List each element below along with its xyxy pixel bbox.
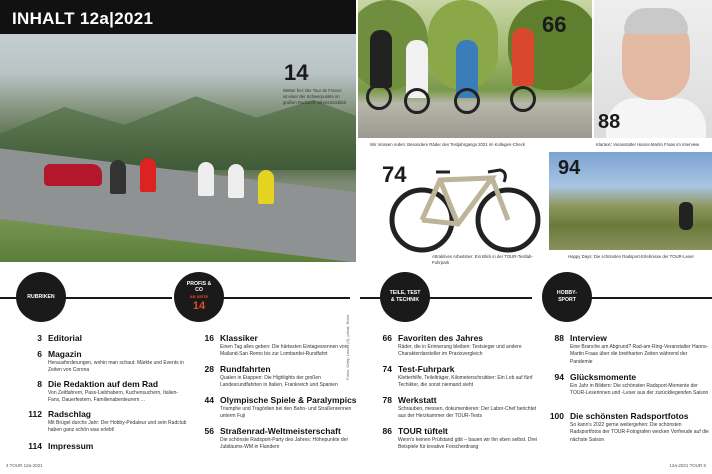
caption-main: Wetter frei: Die Tour de France ist einer der Schwerpunkte im großen Radsport-Jahresrückblick: [283, 88, 347, 105]
section-badge-hobbysport: [542, 272, 592, 322]
section-label: HOBBY-: [556, 290, 578, 297]
page-number-66: 66: [542, 12, 567, 37]
section-badge-rubriken: [16, 272, 66, 322]
toc-page-number: 112: [28, 409, 42, 419]
section-badge-technik: [380, 272, 430, 322]
page-number-94: 94: [558, 157, 581, 179]
toc-description: Schrauben, messen, dokumentieren: Der Labor-Chef berichtet aus der Herzkammer der TOUR-Tests: [398, 406, 537, 420]
section-badge-profis: [174, 272, 224, 322]
toc-description: Wenn's keinen Prüfstand gibt – bauen wir ihn eben selbst. Drei Beispiele für kreative Forscherdrang: [398, 437, 537, 451]
page-number-74: 74: [382, 162, 407, 187]
section-sub: AB SEITE: [189, 294, 209, 299]
section-label: SPORT: [558, 297, 576, 303]
caption-portrait: Klartext: Veranstalter Hanns-Martin Fraas im Interview: [596, 142, 700, 147]
caption-mountain: Happy Days: Die schönsten Radsport-Erlebnisse der TOUR-Leser: [568, 254, 694, 259]
toc-page-number: 88: [554, 333, 564, 343]
page-number-88: 88: [598, 111, 621, 133]
toc-description: Räder, die in Erinnerung bleiben: Testsieger und andere Charakterdarsteller im Praxisvergleich: [398, 344, 522, 358]
toc-title: Glücksmomente: [570, 372, 637, 382]
toc-title: Magazin: [48, 349, 82, 359]
toc-page-number: 44: [204, 395, 214, 405]
toc-page-number: 86: [382, 426, 392, 436]
toc-description: Die schönste Radsport-Party des Jahres: Höhepunkte der Jubiläums-WM in Flandern: [220, 437, 349, 451]
toc-title: Editorial: [48, 333, 83, 343]
toc-description: Eine Branche am Abgrund? Rad-am-Ring-Veranstalter Hanns-Martin Fraas über die breitharten Zeiten während der Pandemie: [570, 344, 709, 365]
toc-page-number: 6: [37, 349, 42, 359]
toc-page-number: 16: [204, 333, 214, 343]
toc-page-number: 66: [382, 333, 392, 343]
toc-description: Qualen in Etappen: Die Highlights der großen Landesrundfahrten in Italien, Frankreich und Spanien: [220, 375, 338, 389]
caption-riders: Wir müssen reden: Besondere Räder des Testjahrgangs 2021 im Kollegen-Check: [370, 142, 525, 147]
footer-right: 12a-2021 TOUR 5: [669, 463, 706, 468]
toc-title: Test-Fuhrpark: [398, 364, 455, 374]
toc-page-number: 3: [37, 333, 42, 343]
toc-description: Einen Tag alles geben: Die härtesten Eintagesrennen von Mailand-San Remo bis zur Lombardei-Rundfahrt: [220, 344, 348, 358]
toc-page-number: 78: [382, 395, 392, 405]
toc-description: Kletterhilfe, Teilelträger, Kilometerschrubber: Ein Lob auf fünf Techikter, die sonst niemand sieht: [398, 375, 533, 389]
toc-title: TOUR tüftelt: [398, 426, 448, 436]
team-car: [44, 164, 102, 186]
section-label: CO: [195, 287, 203, 294]
toc-title: Die Redaktion auf dem Rad: [48, 379, 159, 389]
page-title: INHALT 12a|2021: [12, 9, 154, 28]
section-label: & TECHNIK: [390, 297, 420, 303]
section-page: 14: [192, 300, 206, 313]
toc-title: Die schönsten Radsportfotos: [570, 411, 689, 421]
toc-title: Impressum: [48, 441, 94, 451]
toc-title: Olympische Spiele & Paralympics: [220, 395, 357, 405]
toc-description: Mit Brügel durchs Jahr: Der Hobby-Pedaleur und sein Radclub haben ganz schön was erlebt!: [48, 420, 187, 434]
toc-description: Von Zeitfahrern, Pass-Liebhabern, Kuchensuchern, Italien-Fans, Dauerfestern, Familienabenteurern ...: [48, 390, 179, 404]
section-label: TEILE, TEST: [389, 290, 421, 297]
toc-page-number: 28: [204, 364, 214, 374]
toc-page-number: 100: [549, 411, 564, 421]
photo-tour-de-france: [0, 0, 356, 262]
toc-description: Triumphe und Tragödien bei den Bahn- und Straßenrennen unterm Fuji: [220, 406, 352, 420]
toc-page-number: 94: [554, 372, 564, 382]
toc-description: Herausforderungen, wohin man schaut: Märkte und Events in Zeiten von Corona: [48, 360, 184, 374]
caption-bike: Attraktives Arbeitstier: Ein Blick in der TOUR-Testlab-Fuhrpark: [432, 254, 533, 265]
toc-title: Straßenrad-Weltmeisterschaft: [220, 426, 341, 436]
section-label: RUBRIKEN: [27, 293, 55, 300]
toc-page-number: 8: [37, 379, 42, 389]
photo-credit: Fotos: Getty, Laschi (2), privat, Rotor: [345, 314, 350, 380]
section-label: PROFIS &: [186, 280, 212, 287]
toc-page-number: 114: [28, 441, 42, 451]
toc-page-number: 74: [382, 364, 392, 374]
page-number-14: 14: [284, 60, 309, 85]
toc-title: Klassiker: [220, 333, 258, 343]
toc-title: Rundfahrten: [220, 364, 271, 374]
toc-description: So kann's 2022 gerne weitergehen: Die schönsten Radsportfotos der TOUR-Fotografen wecken Vorfreude auf die nächste Saison: [570, 422, 709, 443]
toc-title: Favoriten des Jahres: [398, 333, 484, 343]
toc-title: Radschlag: [48, 409, 91, 419]
footer-left: 4 TOUR 12a-2021: [6, 463, 43, 468]
toc-page-number: 56: [204, 426, 214, 436]
toc-title: Interview: [570, 333, 607, 343]
toc-description: Ein Jahr in Bildern: Die schönsten Radsport-Momente der TOUR-Leserinnen und -Leser aus der zurückliegenden Saison: [570, 383, 709, 397]
toc-title: Werkstatt: [398, 395, 437, 405]
